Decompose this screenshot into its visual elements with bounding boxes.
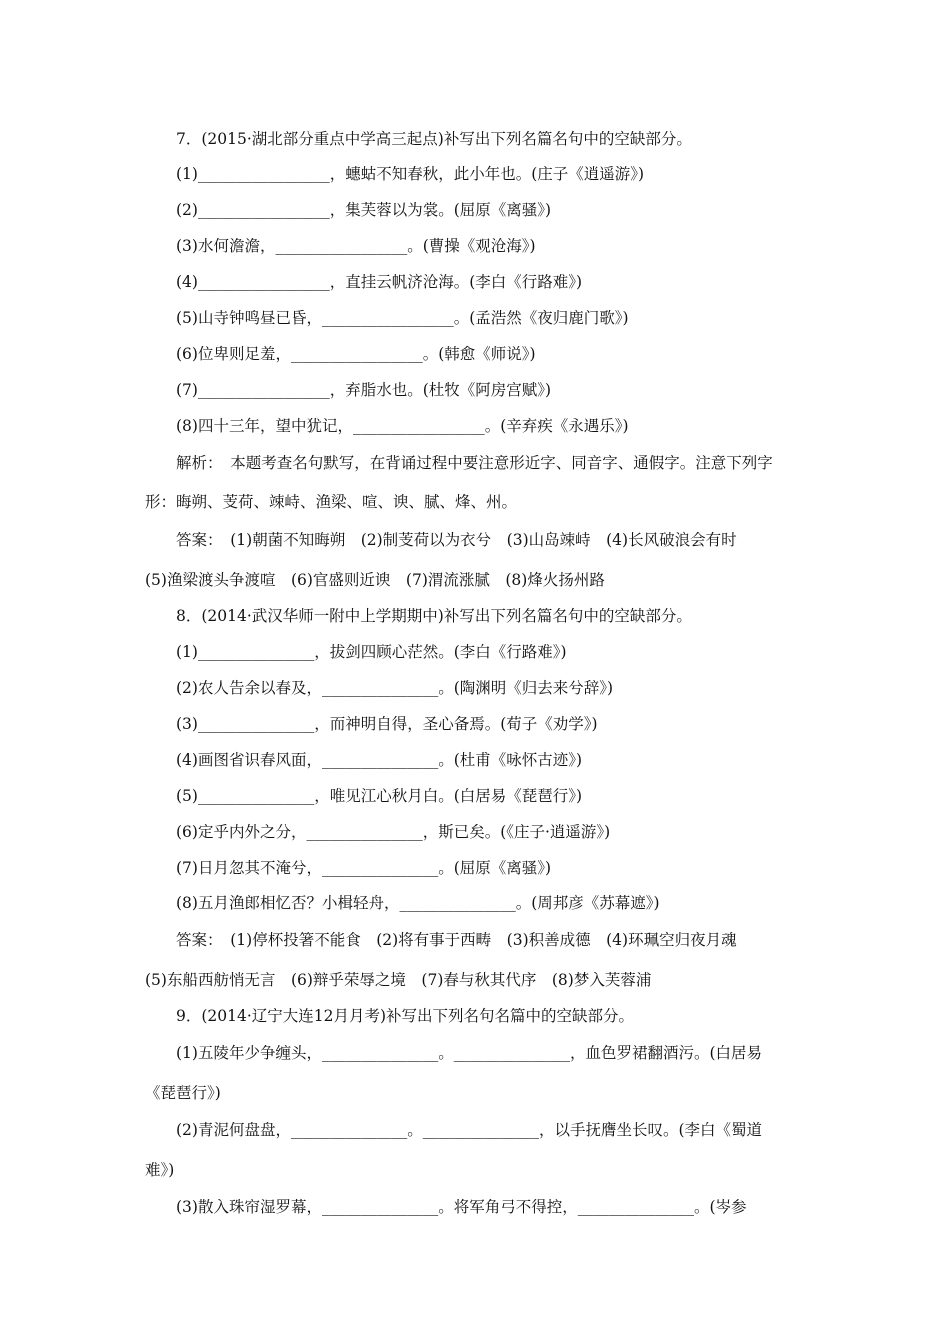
q8-item-4: (4)画图省识春风面，_______________。(杜甫《咏怀古迹》) bbox=[176, 751, 583, 769]
q9-item-2-cont: 难》) bbox=[145, 1161, 175, 1179]
question-8-heading: 8．(2014·武汉华师一附中上学期期中)补写出下列名篇名句中的空缺部分。 bbox=[176, 607, 692, 625]
q8-item-6: (6)定乎内外之分，_______________，斯已矣。(《庄子·逍遥游》) bbox=[176, 823, 611, 841]
q9-item-2: (2)青泥何盘盘，_______________。_______________，以手抚膺坐长叹。(李白《蜀道 bbox=[176, 1121, 763, 1139]
q8-item-3: (3)_______________，而神明自得，圣心备焉。(荀子《劝学》) bbox=[176, 715, 598, 733]
q8-item-8: (8)五月渔郎相忆否？小楫轻舟，_______________。(周邦彦《苏幕遮》) bbox=[176, 894, 660, 912]
q7-item-2: (2)_________________，集芙蓉以为裳。(屈原《离骚》) bbox=[176, 201, 552, 219]
q8-item-1: (1)_______________，拔剑四顾心茫然。(李白《行路难》) bbox=[176, 643, 567, 661]
q7-item-3: (3)水何澹澹，_________________。(曹操《观沧海》) bbox=[176, 237, 536, 255]
q8-item-5: (5)_______________，唯见江心秋月白。(白居易《琵琶行》) bbox=[176, 787, 583, 805]
q7-item-8: (8)四十三年，望中犹记，_________________。(辛弃疾《永遇乐》) bbox=[176, 417, 629, 435]
q8-item-2: (2)农人告余以春及，_______________。(陶渊明《归去来兮辞》) bbox=[176, 679, 614, 697]
q7-answer-cont: (5)渔梁渡头争渡喧 (6)官盛则近谀 (7)渭流涨腻 (8)烽火扬州路 bbox=[145, 571, 605, 589]
q7-item-6: (6)位卑则足羞，_________________。(韩愈《师说》) bbox=[176, 345, 536, 363]
q9-item-1-cont: 《琵琶行》) bbox=[145, 1084, 221, 1102]
q7-item-1: (1)_________________，蟪蛄不知春秋，此小年也。(庄子《逍遥游》) bbox=[176, 165, 645, 183]
question-7-heading: 7．(2015·湖北部分重点中学高三起点)补写出下列名篇名句中的空缺部分。 bbox=[176, 130, 692, 148]
q9-item-1: (1)五陵年少争缠头，_______________。_______________，血色罗裙翻酒污。(白居易 bbox=[176, 1044, 763, 1062]
q7-item-4: (4)_________________，直挂云帆济沧海。(李白《行路难》) bbox=[176, 273, 583, 291]
q7-item-7: (7)_________________，弃脂水也。(杜牧《阿房宫赋》) bbox=[176, 381, 552, 399]
q8-answer-cont: (5)东船西舫悄无言 (6)辩乎荣辱之境 (7)春与秋其代序 (8)梦入芙蓉浦 bbox=[145, 971, 652, 989]
question-9-heading: 9．(2014·辽宁大连12月月考)补写出下列名句名篇中的空缺部分。 bbox=[176, 1007, 635, 1025]
q7-item-5: (5)山寺钟鸣昼已昏，_________________。(孟浩然《夜归鹿门歌》) bbox=[176, 309, 629, 327]
q8-answer: 答案： (1)停杯投箸不能食 (2)将有事于西畴 (3)积善成德 (4)环珮空归夜月魂 bbox=[176, 931, 737, 949]
q8-item-7: (7)日月忽其不淹兮，_______________。(屈原《离骚》) bbox=[176, 859, 552, 877]
q7-answer: 答案： (1)朝菌不知晦朔 (2)制芰荷以为衣兮 (3)山岛竦峙 (4)长风破浪会有时 bbox=[176, 531, 737, 549]
q7-analysis: 解析： 本题考查名句默写，在背诵过程中要注意形近字、同音字、通假字。注意下列字 bbox=[176, 454, 773, 472]
q7-analysis-cont: 形：晦朔、芰荷、竦峙、渔梁、喧、谀、腻、烽、州。 bbox=[145, 493, 518, 511]
q9-item-3: (3)散入珠帘湿罗幕，_______________。将军角弓不得控，_______________。(岑参 bbox=[176, 1198, 747, 1216]
